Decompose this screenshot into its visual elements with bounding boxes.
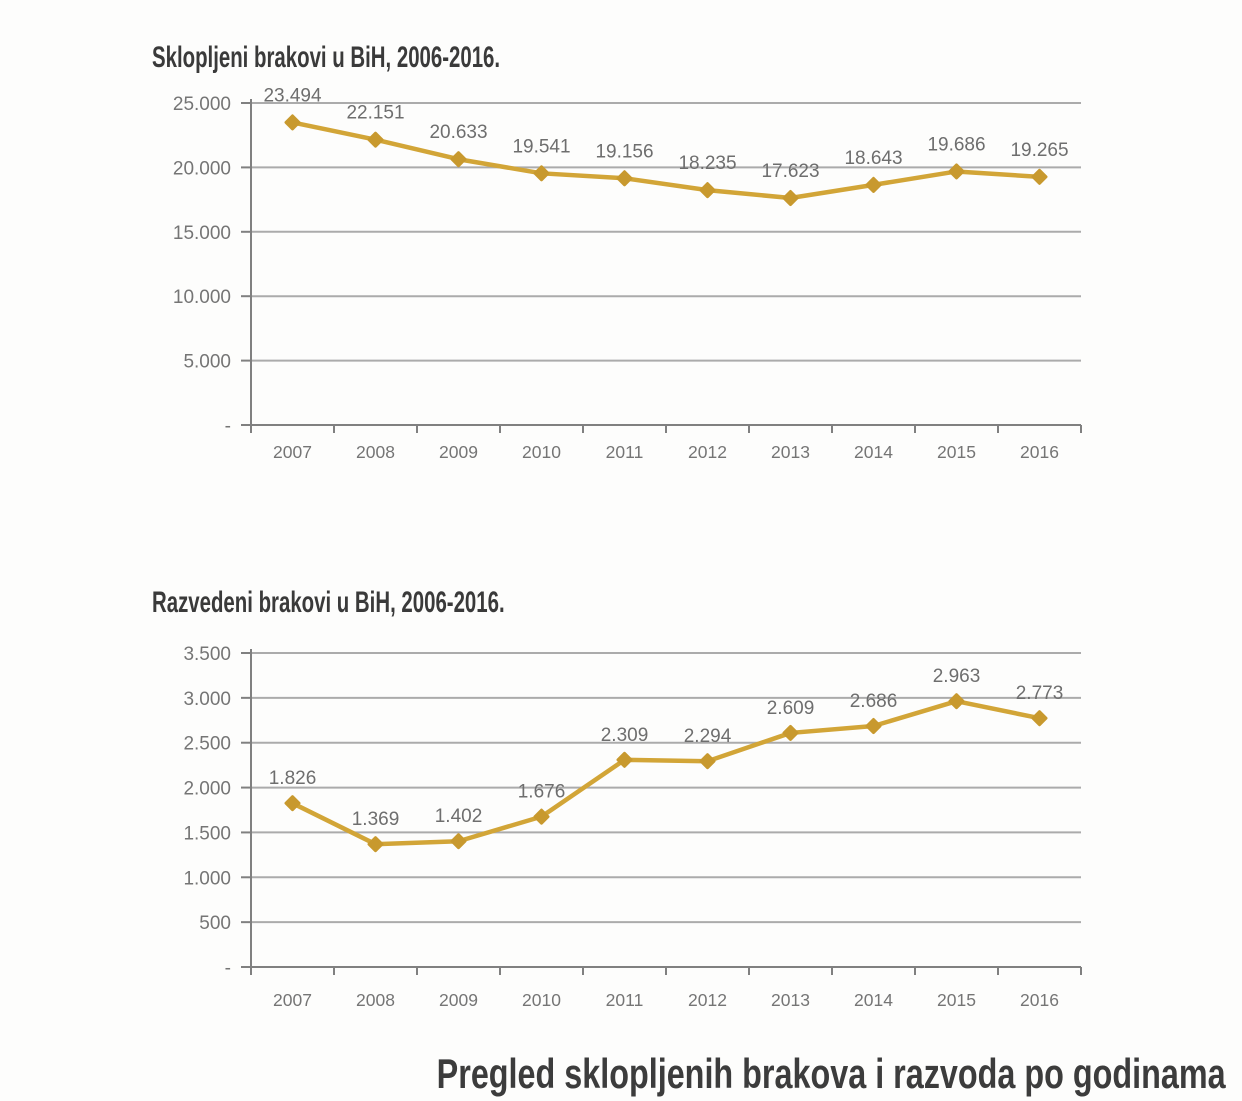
x-tick-label: 2014 xyxy=(854,442,893,462)
data-point-label: 22.151 xyxy=(346,102,405,124)
data-point-label: 20.633 xyxy=(429,122,488,144)
data-point-label: 2.963 xyxy=(932,666,981,688)
data-point-marker xyxy=(867,720,880,733)
data-point-marker xyxy=(286,116,299,129)
data-point-marker xyxy=(1033,712,1046,725)
x-tick-label: 2009 xyxy=(439,990,478,1010)
data-point-marker xyxy=(701,755,714,768)
data-point-label: 2.294 xyxy=(683,726,732,748)
y-tick-label: 2.000 xyxy=(183,778,231,800)
divorces-chart-title: Razvedeni brakovi u BiH, 2006-2016. xyxy=(152,585,505,619)
x-tick-label: 2012 xyxy=(688,990,727,1010)
data-point-marker xyxy=(950,695,963,708)
x-tick-label: 2015 xyxy=(937,442,976,462)
y-tick-label: 500 xyxy=(199,913,231,935)
y-tick-label: - xyxy=(224,416,231,437)
x-tick-label: 2010 xyxy=(522,990,561,1010)
x-tick-label: 2015 xyxy=(937,990,976,1010)
data-point-label: 19.686 xyxy=(927,134,986,156)
x-tick-label: 2012 xyxy=(688,442,727,462)
data-point-marker xyxy=(618,172,631,185)
data-point-label: 2.309 xyxy=(600,724,649,746)
y-tick-label: 5.000 xyxy=(183,351,231,373)
data-point-label: 2.773 xyxy=(1015,683,1064,705)
data-point-label: 18.235 xyxy=(678,153,737,175)
y-tick-label: 2.500 xyxy=(183,733,231,755)
x-tick-label: 2014 xyxy=(854,990,893,1010)
x-tick-label: 2016 xyxy=(1020,442,1059,462)
data-point-marker xyxy=(452,835,465,848)
data-point-marker xyxy=(535,167,548,180)
data-point-label: 1.402 xyxy=(434,806,483,828)
y-tick-label: 15.000 xyxy=(172,222,231,244)
x-tick-label: 2011 xyxy=(605,990,644,1010)
data-point-label: 19.541 xyxy=(512,136,571,158)
x-tick-label: 2013 xyxy=(771,442,810,462)
data-point-label: 18.643 xyxy=(844,147,903,169)
x-tick-label: 2008 xyxy=(356,990,395,1010)
data-point-label: 19.265 xyxy=(1010,139,1069,161)
data-point-label: 2.609 xyxy=(766,697,815,719)
figure-caption: Pregled sklopljenih brakova i razvoda po godinama xyxy=(437,1050,1226,1097)
y-tick-label: 1.000 xyxy=(183,868,231,890)
y-tick-label: 3.000 xyxy=(183,688,231,710)
data-point-marker xyxy=(1033,170,1046,183)
y-tick-label: 1.500 xyxy=(183,823,231,845)
y-tick-label: 25.000 xyxy=(172,94,231,115)
data-point-marker xyxy=(784,726,797,739)
marriages-line-chart xyxy=(0,60,1242,480)
data-point-label: 19.156 xyxy=(595,141,654,163)
data-point-marker xyxy=(867,178,880,191)
y-tick-label: 3.500 xyxy=(183,644,231,665)
y-tick-label: 10.000 xyxy=(172,287,231,309)
data-series-line xyxy=(293,701,1040,844)
data-point-label: 2.686 xyxy=(849,691,898,713)
marriages-chart-title: Sklopljeni brakovi u BiH, 2006-2016. xyxy=(152,40,501,74)
data-point-label: 17.623 xyxy=(761,161,820,183)
x-tick-label: 2016 xyxy=(1020,990,1059,1010)
y-tick-label: 20.000 xyxy=(172,158,231,180)
data-point-label: 1.826 xyxy=(268,768,317,790)
x-tick-label: 2008 xyxy=(356,442,395,462)
y-tick-label: - xyxy=(224,958,231,979)
x-tick-label: 2010 xyxy=(522,442,561,462)
x-tick-label: 2009 xyxy=(439,442,478,462)
data-point-marker xyxy=(701,184,714,197)
data-point-label: 23.494 xyxy=(263,85,322,107)
data-point-label: 1.369 xyxy=(351,809,400,831)
data-point-label: 1.676 xyxy=(517,781,566,803)
data-point-marker xyxy=(784,192,797,205)
data-point-marker xyxy=(369,133,382,146)
x-tick-label: 2007 xyxy=(273,442,312,462)
x-tick-label: 2011 xyxy=(605,442,644,462)
data-point-marker xyxy=(452,153,465,166)
x-tick-label: 2007 xyxy=(273,990,312,1010)
x-tick-label: 2013 xyxy=(771,990,810,1010)
divorces-line-chart xyxy=(0,612,1242,1032)
